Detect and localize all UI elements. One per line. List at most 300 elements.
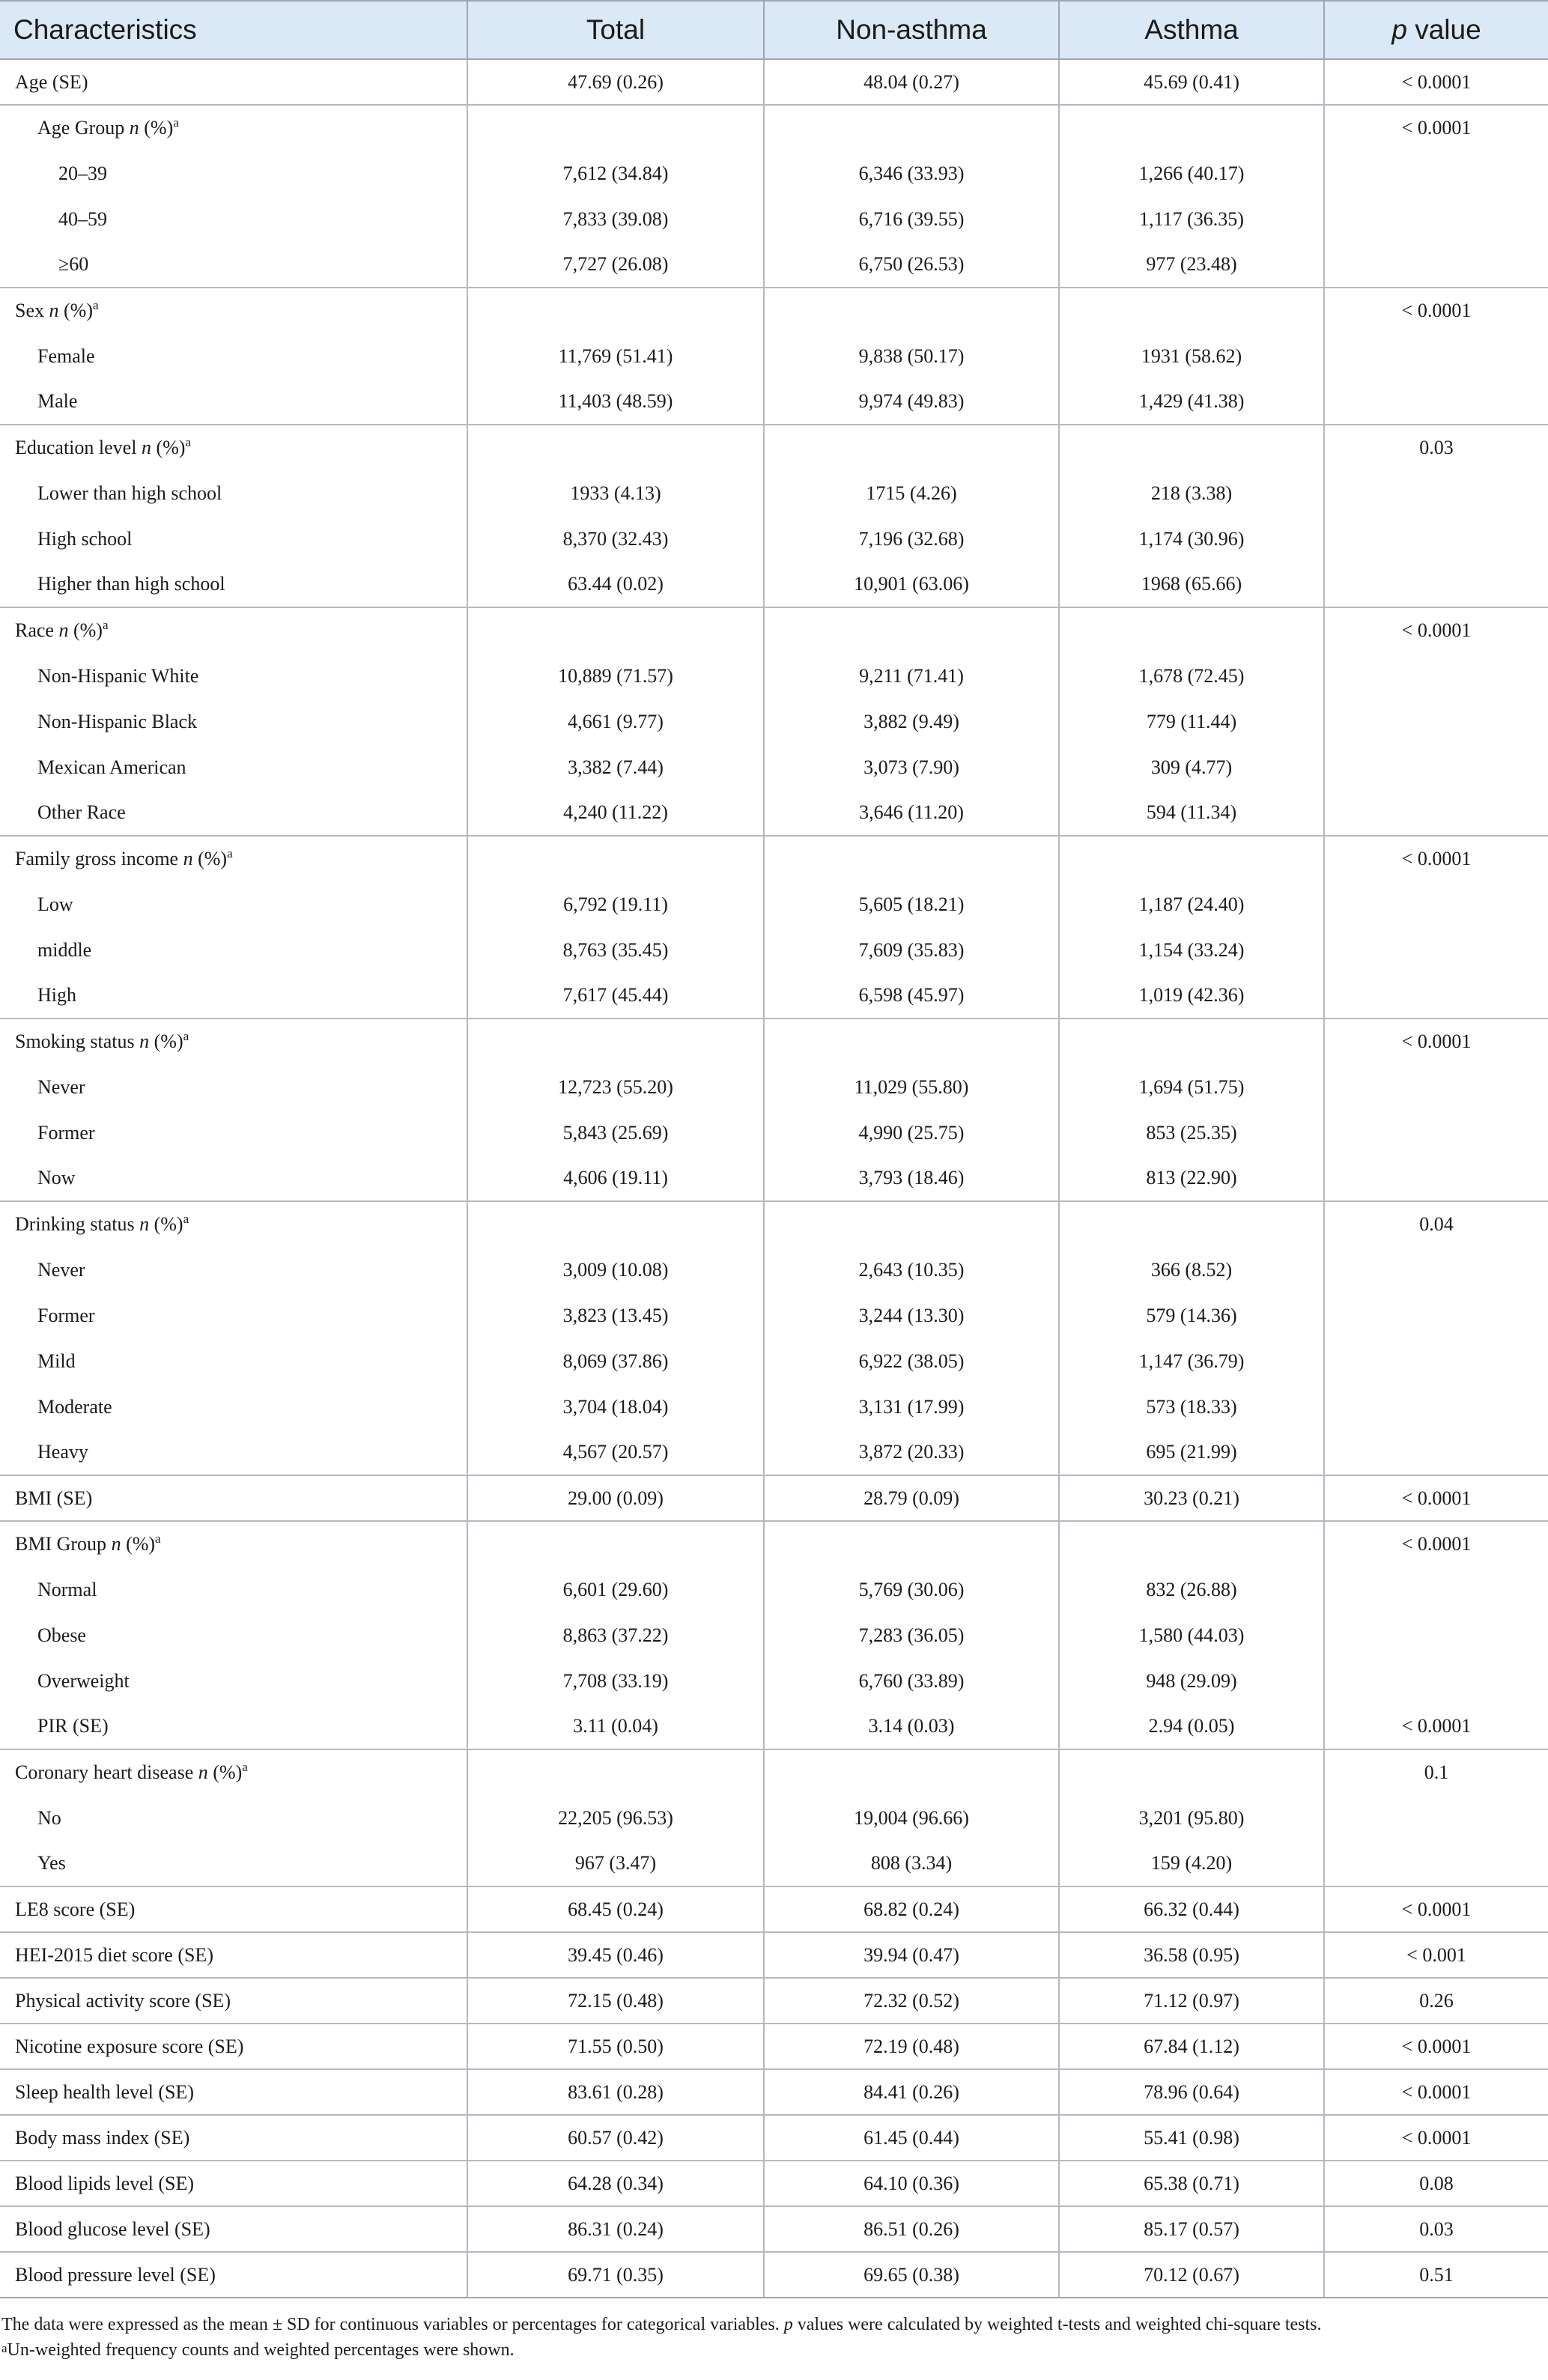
cell-p-value: 0.1 (1324, 1749, 1548, 1795)
row-label: 20–39 (0, 151, 467, 196)
row-label: BMI (SE) (0, 1475, 467, 1521)
cell-total: 12,723 (55.20) (467, 1064, 764, 1110)
row-label-n: n (139, 1030, 150, 1052)
cell-p-value (1324, 470, 1548, 516)
row-label-n: n (141, 437, 151, 458)
cell-non-asthma: 72.19 (0.48) (764, 2024, 1059, 2069)
cell-total: 967 (3.47) (467, 1841, 764, 1886)
row-label-pct: (%) (151, 437, 186, 458)
cell-non-asthma: 7,283 (36.05) (764, 1612, 1059, 1658)
cell-p-value: < 0.0001 (1324, 1475, 1548, 1521)
cell-p-value (1324, 379, 1548, 425)
cell-total: 4,240 (11.22) (467, 790, 764, 836)
table-row (0, 59, 1548, 105)
cell-asthma: 1,117 (36.35) (1059, 196, 1324, 242)
cell-asthma: 85.17 (0.57) (1059, 2206, 1324, 2252)
row-label: Age (SE) (0, 59, 467, 105)
table-row (0, 425, 1548, 470)
cell-non-asthma: 9,211 (71.41) (764, 653, 1059, 699)
header-row (0, 1, 1548, 59)
table-row (0, 744, 1548, 790)
row-label: Moderate (0, 1384, 467, 1430)
cell-total: 68.45 (0.24) (467, 1886, 764, 1932)
row-label-footnote-marker: a (155, 1531, 161, 1546)
cell-p-value: < 0.0001 (1324, 2115, 1548, 2161)
row-label-n: n (183, 848, 193, 869)
row-label: Former (0, 1293, 467, 1338)
cell-p-value: 0.03 (1324, 425, 1548, 470)
table-row (0, 1841, 1548, 1886)
cell-total (467, 836, 764, 881)
row-label-footnote-marker: a (92, 298, 99, 312)
row-label-footnote-marker: a (227, 846, 233, 860)
row-label (0, 1749, 467, 1795)
cell-total: 60.57 (0.42) (467, 2115, 764, 2161)
row-label-n: n (198, 1761, 208, 1783)
footnote-1-text: The data were expressed as the mean ± SD for continuous variables or percentages for categorical variables. (1, 2315, 784, 2334)
cell-non-asthma (764, 1521, 1059, 1567)
row-label (0, 425, 467, 470)
cell-asthma (1059, 1201, 1324, 1247)
table-row (0, 196, 1548, 242)
table-row (0, 1612, 1548, 1658)
cell-non-asthma (764, 1749, 1059, 1795)
cell-asthma: 66.32 (0.44) (1059, 1886, 1324, 1932)
row-label (0, 1019, 467, 1064)
row-label (0, 1521, 467, 1567)
cell-p-value (1324, 1795, 1548, 1841)
cell-non-asthma: 6,922 (38.05) (764, 1338, 1059, 1384)
row-label-pct: (%) (192, 848, 228, 869)
row-label-text: Family gross income (15, 848, 183, 869)
row-label-text: Sex (15, 300, 49, 321)
cell-p-value: < 0.0001 (1324, 607, 1548, 653)
cell-p-value: < 0.0001 (1324, 105, 1548, 151)
footnote-2-text: Un-weighted frequency counts and weighted percentages were shown. (7, 2340, 515, 2360)
cell-non-asthma: 5,605 (18.21) (764, 881, 1059, 927)
cell-total: 3,704 (18.04) (467, 1384, 764, 1430)
cell-non-asthma: 39.94 (0.47) (764, 1932, 1059, 1978)
cell-p-value: < 0.0001 (1324, 1886, 1548, 1932)
cell-total: 72.15 (0.48) (467, 1978, 764, 2024)
cell-total: 8,763 (35.45) (467, 927, 764, 973)
cell-non-asthma: 3,793 (18.46) (764, 1156, 1059, 1201)
table-row (0, 1978, 1548, 2024)
row-label-n: n (49, 300, 59, 321)
row-label-footnote-marker: a (183, 1212, 189, 1226)
cell-asthma: 366 (8.52) (1059, 1247, 1324, 1293)
row-label: Never (0, 1247, 467, 1293)
cell-non-asthma (764, 1201, 1059, 1247)
cell-asthma: 67.84 (1.12) (1059, 2024, 1324, 2069)
cell-total: 7,727 (26.08) (467, 242, 764, 288)
cell-p-value (1324, 1064, 1548, 1110)
cell-asthma: 779 (11.44) (1059, 699, 1324, 744)
cell-p-value: < 0.0001 (1324, 2069, 1548, 2115)
cell-p-value (1324, 242, 1548, 288)
row-label: Other Race (0, 790, 467, 836)
cell-p-value: < 0.0001 (1324, 59, 1548, 105)
cell-total: 7,617 (45.44) (467, 973, 764, 1019)
row-label: No (0, 1795, 467, 1841)
row-label-pct: (%) (149, 1030, 183, 1052)
cell-asthma: 1931 (58.62) (1059, 333, 1324, 379)
cell-p-value (1324, 562, 1548, 607)
row-label: middle (0, 927, 467, 973)
cell-non-asthma: 3,646 (11.20) (764, 790, 1059, 836)
row-label-footnote-marker: a (173, 115, 179, 130)
row-label: Nicotine exposure score (SE) (0, 2024, 467, 2069)
table-row (0, 288, 1548, 333)
cell-total (467, 607, 764, 653)
cell-asthma: 1968 (65.66) (1059, 562, 1324, 607)
cell-non-asthma: 19,004 (96.66) (764, 1795, 1059, 1841)
table-row (0, 1704, 1548, 1749)
cell-p-value (1324, 653, 1548, 699)
table-row (0, 1749, 1548, 1795)
row-label-footnote-marker: a (185, 435, 191, 449)
table-row (0, 333, 1548, 379)
cell-asthma: 1,174 (30.96) (1059, 516, 1324, 562)
cell-total: 3,823 (13.45) (467, 1293, 764, 1338)
table-row (0, 2252, 1548, 2298)
table-row (0, 1110, 1548, 1156)
cell-total (467, 1019, 764, 1064)
header-total: Total (467, 1, 764, 59)
row-label: Female (0, 333, 467, 379)
row-label: Blood lipids level (SE) (0, 2161, 467, 2206)
table-row (0, 607, 1548, 653)
cell-p-value (1324, 1384, 1548, 1430)
cell-asthma (1059, 1019, 1324, 1064)
row-label: HEI-2015 diet score (SE) (0, 1932, 467, 1978)
row-label: Now (0, 1156, 467, 1201)
table-row (0, 105, 1548, 151)
table-row (0, 1019, 1548, 1064)
cell-p-value (1324, 927, 1548, 973)
cell-asthma: 1,019 (42.36) (1059, 973, 1324, 1019)
row-label: 40–59 (0, 196, 467, 242)
cell-p-value (1324, 1110, 1548, 1156)
cell-total: 83.61 (0.28) (467, 2069, 764, 2115)
row-label-pct: (%) (58, 300, 93, 321)
cell-asthma: 55.41 (0.98) (1059, 2115, 1324, 2161)
row-label-footnote-marker: a (242, 1760, 248, 1774)
cell-total: 29.00 (0.09) (467, 1475, 764, 1521)
cell-non-asthma: 4,990 (25.75) (764, 1110, 1059, 1156)
row-label: Yes (0, 1841, 467, 1886)
table-row (0, 1795, 1548, 1841)
table-row (0, 699, 1548, 744)
cell-total (467, 105, 764, 151)
row-label: Higher than high school (0, 562, 467, 607)
table-row (0, 1293, 1548, 1338)
row-label-footnote-marker: a (102, 618, 109, 632)
row-label-pct: (%) (139, 117, 174, 139)
cell-total: 6,601 (29.60) (467, 1567, 764, 1612)
cell-asthma: 695 (21.99) (1059, 1430, 1324, 1475)
cell-asthma: 579 (14.36) (1059, 1293, 1324, 1338)
cell-total: 4,661 (9.77) (467, 699, 764, 744)
cell-asthma: 1,429 (41.38) (1059, 379, 1324, 425)
cell-asthma: 1,580 (44.03) (1059, 1612, 1324, 1658)
cell-p-value (1324, 1658, 1548, 1704)
row-label (0, 836, 467, 881)
row-label: Mexican American (0, 744, 467, 790)
cell-total: 8,069 (37.86) (467, 1338, 764, 1384)
cell-asthma (1059, 836, 1324, 881)
cell-asthma: 853 (25.35) (1059, 1110, 1324, 1156)
cell-total: 22,205 (96.53) (467, 1795, 764, 1841)
row-label-text: Education level (15, 437, 142, 458)
cell-non-asthma: 7,609 (35.83) (764, 927, 1059, 973)
cell-asthma (1059, 425, 1324, 470)
cell-non-asthma: 6,750 (26.53) (764, 242, 1059, 288)
cell-asthma: 2.94 (0.05) (1059, 1704, 1324, 1749)
cell-non-asthma: 72.32 (0.52) (764, 1978, 1059, 2024)
cell-total: 5,843 (25.69) (467, 1110, 764, 1156)
header-p-rest: value (1406, 14, 1481, 45)
cell-asthma (1059, 105, 1324, 151)
cell-p-value: < 0.001 (1324, 1932, 1548, 1978)
cell-p-value: 0.51 (1324, 2252, 1548, 2298)
cell-total: 11,769 (51.41) (467, 333, 764, 379)
table-row (0, 1886, 1548, 1932)
cell-p-value: 0.03 (1324, 2206, 1548, 2252)
cell-p-value (1324, 196, 1548, 242)
row-label: LE8 score (SE) (0, 1886, 467, 1932)
row-label-pct: (%) (207, 1761, 243, 1783)
table-row (0, 2161, 1548, 2206)
header-non-asthma: Non-asthma (764, 1, 1059, 59)
cell-non-asthma (764, 105, 1059, 151)
cell-total: 39.45 (0.46) (467, 1932, 764, 1978)
footnote-1 (1, 2312, 1548, 2337)
cell-total: 8,863 (37.22) (467, 1612, 764, 1658)
cell-non-asthma: 9,838 (50.17) (764, 333, 1059, 379)
cell-asthma: 1,187 (24.40) (1059, 881, 1324, 927)
cell-p-value (1324, 1841, 1548, 1886)
cell-total: 71.55 (0.50) (467, 2024, 764, 2069)
row-label-text: Drinking status (15, 1213, 140, 1235)
cell-non-asthma: 61.45 (0.44) (764, 2115, 1059, 2161)
cell-non-asthma: 86.51 (0.26) (764, 2206, 1059, 2252)
cell-total: 11,403 (48.59) (467, 379, 764, 425)
cell-p-value: 0.26 (1324, 1978, 1548, 2024)
cell-asthma: 78.96 (0.64) (1059, 2069, 1324, 2115)
cell-non-asthma: 68.82 (0.24) (764, 1886, 1059, 1932)
row-label: Heavy (0, 1430, 467, 1475)
cell-non-asthma: 3,244 (13.30) (764, 1293, 1059, 1338)
cell-total: 4,567 (20.57) (467, 1430, 764, 1475)
footnote-1-italic: p (783, 2315, 793, 2334)
cell-total: 10,889 (71.57) (467, 653, 764, 699)
row-label: Normal (0, 1567, 467, 1612)
cell-total: 3.11 (0.04) (467, 1704, 764, 1749)
cell-non-asthma: 6,598 (45.97) (764, 973, 1059, 1019)
cell-p-value (1324, 1338, 1548, 1384)
cell-p-value: < 0.0001 (1324, 836, 1548, 881)
cell-total: 1933 (4.13) (467, 470, 764, 516)
cell-asthma: 1,678 (72.45) (1059, 653, 1324, 699)
table-row (0, 1156, 1548, 1201)
row-label-text: Race (15, 619, 59, 641)
table-row (0, 1567, 1548, 1612)
row-label: Low (0, 881, 467, 927)
cell-total: 69.71 (0.35) (467, 2252, 764, 2298)
cell-non-asthma: 1715 (4.26) (764, 470, 1059, 516)
row-label-text: BMI Group (15, 1533, 112, 1555)
cell-p-value: < 0.0001 (1324, 1019, 1548, 1064)
row-label-footnote-marker: a (183, 1029, 189, 1043)
cell-p-value (1324, 1293, 1548, 1338)
cell-total: 8,370 (32.43) (467, 516, 764, 562)
cell-asthma: 1,694 (51.75) (1059, 1064, 1324, 1110)
cell-total: 63.44 (0.02) (467, 562, 764, 607)
row-label-n: n (111, 1533, 121, 1555)
cell-p-value: 0.08 (1324, 2161, 1548, 2206)
cell-asthma: 1,266 (40.17) (1059, 151, 1324, 196)
table-row (0, 1521, 1548, 1567)
cell-asthma: 573 (18.33) (1059, 1384, 1324, 1430)
row-label: Non-Hispanic Black (0, 699, 467, 744)
table-row (0, 379, 1548, 425)
cell-non-asthma: 6,716 (39.55) (764, 196, 1059, 242)
row-label (0, 607, 467, 653)
row-label-text: Coronary heart disease (15, 1761, 198, 1783)
footnote-2-marker: a (1, 2341, 7, 2355)
cell-non-asthma: 5,769 (30.06) (764, 1567, 1059, 1612)
row-label: ≥60 (0, 242, 467, 288)
cell-non-asthma: 3,131 (17.99) (764, 1384, 1059, 1430)
row-label: Former (0, 1110, 467, 1156)
cell-asthma: 832 (26.88) (1059, 1567, 1324, 1612)
row-label (0, 1201, 467, 1247)
cell-p-value: 0.04 (1324, 1201, 1548, 1247)
cell-total: 86.31 (0.24) (467, 2206, 764, 2252)
table-row (0, 653, 1548, 699)
cell-p-value (1324, 1247, 1548, 1293)
table-row (0, 470, 1548, 516)
cell-asthma (1059, 607, 1324, 653)
header-asthma: Asthma (1059, 1, 1324, 59)
header-p-italic: p (1391, 14, 1407, 45)
cell-asthma: 65.38 (0.71) (1059, 2161, 1324, 2206)
cell-asthma: 594 (11.34) (1059, 790, 1324, 836)
cell-p-value: < 0.0001 (1401, 1715, 1472, 1737)
cell-total (467, 1521, 764, 1567)
cell-asthma (1059, 288, 1324, 333)
footnote-2 (1, 2337, 1548, 2363)
cell-asthma: 813 (22.90) (1059, 1156, 1324, 1201)
row-label: Physical activity score (SE) (0, 1978, 467, 2024)
cell-p-value (1324, 333, 1548, 379)
row-label-n: n (129, 117, 139, 139)
cell-p-value (1324, 1430, 1548, 1475)
cell-asthma: 159 (4.20) (1059, 1841, 1324, 1886)
cell-asthma: 218 (3.38) (1059, 470, 1324, 516)
row-label (0, 105, 467, 151)
row-label: Blood glucose level (SE) (0, 2206, 467, 2252)
cell-non-asthma (764, 836, 1059, 881)
cell-non-asthma: 6,346 (33.93) (764, 151, 1059, 196)
cell-p-value: < 0.0001 (1324, 288, 1548, 333)
table-row (0, 2024, 1548, 2069)
cell-total: 7,708 (33.19) (467, 1658, 764, 1704)
row-label: Never (0, 1064, 467, 1110)
cell-asthma: 30.23 (0.21) (1059, 1475, 1324, 1521)
row-label (0, 288, 467, 333)
table-body (0, 59, 1548, 2298)
row-label: Body mass index (SE) (0, 2115, 467, 2161)
cell-p-value: < 0.0001 (1324, 2024, 1548, 2069)
footnote-1-text-end: values were calculated by weighted t-tests and weighted chi-square tests. (792, 2315, 1322, 2334)
cell-total: 64.28 (0.34) (467, 2161, 764, 2206)
cell-non-asthma: 3,882 (9.49) (764, 699, 1059, 744)
row-label-n: n (139, 1213, 150, 1235)
cell-asthma (1059, 1749, 1324, 1795)
cell-total: 7,833 (39.08) (467, 196, 764, 242)
cell-asthma: 1,154 (33.24) (1059, 927, 1324, 973)
table-row (0, 242, 1548, 288)
table-row (0, 562, 1548, 607)
cell-p-value: < 0.0001 (1324, 1521, 1548, 1567)
row-label-pct: (%) (68, 619, 103, 641)
cell-asthma: 1,147 (36.79) (1059, 1338, 1324, 1384)
table-row (0, 2115, 1548, 2161)
row-label: Overweight (0, 1658, 467, 1704)
cell-p-value (1324, 1156, 1548, 1201)
table-row (0, 2206, 1548, 2252)
cell-non-asthma: 808 (3.34) (764, 1841, 1059, 1886)
cell-p-value (1324, 699, 1548, 744)
table-row (0, 1658, 1548, 1704)
cell-non-asthma: 3,872 (20.33) (764, 1430, 1059, 1475)
cell-non-asthma: 69.65 (0.38) (764, 2252, 1059, 2298)
table-footnotes (0, 2298, 1548, 2363)
header-p-value (1324, 1, 1548, 59)
cell-asthma: 36.58 (0.95) (1059, 1932, 1324, 1978)
cell-non-asthma: 64.10 (0.36) (764, 2161, 1059, 2206)
table-row (0, 1475, 1548, 1521)
table-row (0, 790, 1548, 836)
cell-p-value (1324, 973, 1548, 1019)
cell-asthma: 70.12 (0.67) (1059, 2252, 1324, 2298)
cell-p-value (1324, 1567, 1548, 1612)
row-label: PIR (SE) (0, 1704, 467, 1749)
cell-non-asthma: 11,029 (55.80) (764, 1064, 1059, 1110)
table-row (0, 516, 1548, 562)
cell-total: 6,792 (19.11) (467, 881, 764, 927)
cell-non-asthma: 6,760 (33.89) (764, 1658, 1059, 1704)
table-row (0, 151, 1548, 196)
table-row (0, 1430, 1548, 1475)
cell-non-asthma: 3.14 (0.03) (764, 1704, 1059, 1749)
row-label-pct: (%) (121, 1533, 156, 1555)
cell-asthma: 45.69 (0.41) (1059, 59, 1324, 105)
row-label-text: Smoking status (15, 1030, 140, 1052)
cell-non-asthma: 7,196 (32.68) (764, 516, 1059, 562)
table-row (0, 881, 1548, 927)
cell-p-value (1324, 151, 1548, 196)
row-label: Mild (0, 1338, 467, 1384)
cell-asthma: 977 (23.48) (1059, 242, 1324, 288)
cell-non-asthma: 2,643 (10.35) (764, 1247, 1059, 1293)
cell-p-value (1324, 790, 1548, 836)
cell-p-value (1324, 744, 1548, 790)
cell-non-asthma (764, 1019, 1059, 1064)
row-label-pct: (%) (149, 1213, 183, 1235)
